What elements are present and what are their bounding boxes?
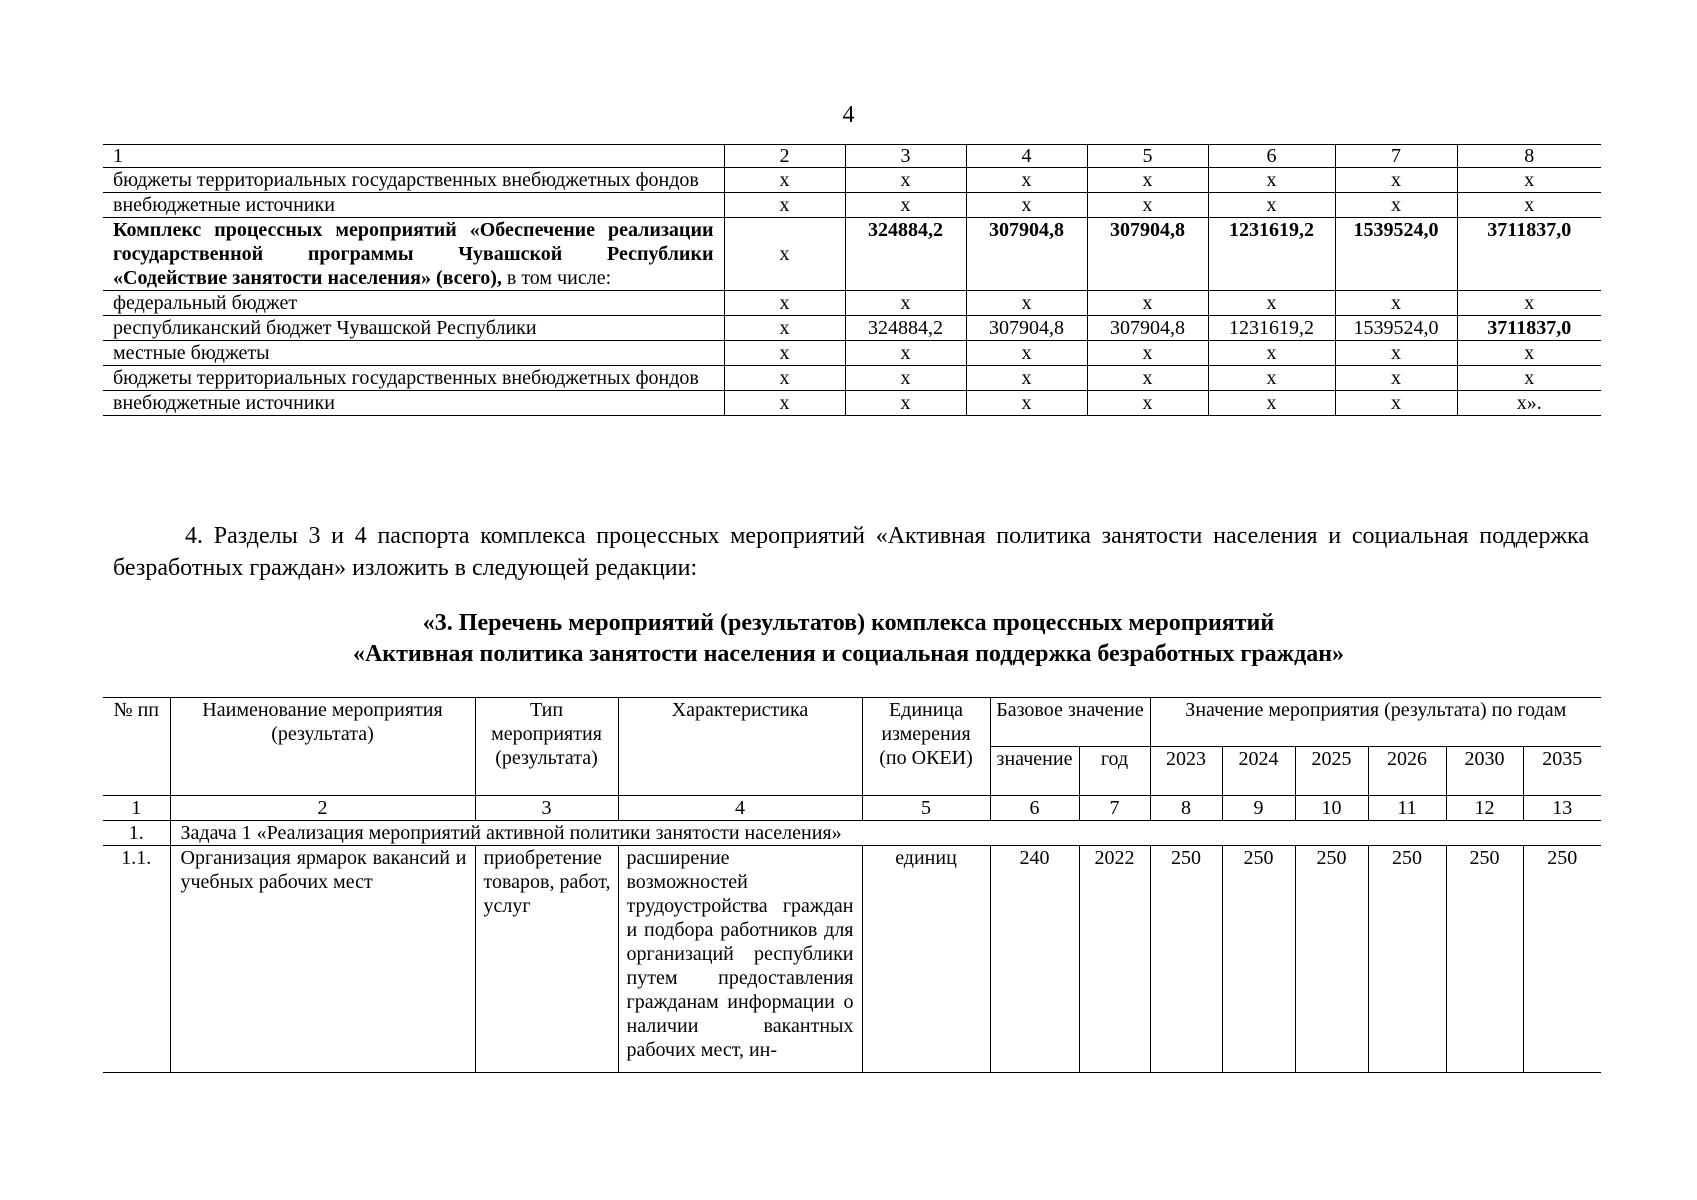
cell: x (1208, 168, 1335, 193)
base-value: 240 (990, 846, 1079, 1073)
col-number: 4 (966, 145, 1087, 168)
measure-unit: единиц (862, 846, 990, 1073)
cell: x (1087, 341, 1208, 366)
cell: x (1087, 291, 1208, 316)
cell: x (1335, 193, 1457, 218)
cell: x». (1457, 391, 1601, 416)
cell: x (724, 168, 845, 193)
page-number: 4 (842, 102, 855, 128)
cell: 1539524,0 (1335, 218, 1457, 291)
col-number: 6 (1208, 145, 1335, 168)
col-number: 3 (845, 145, 966, 168)
table-row (103, 391, 1601, 416)
cell: x (724, 391, 845, 416)
header-base-value: значение (990, 747, 1079, 796)
header-year: 2023 (1150, 747, 1222, 796)
col-number: 7 (1079, 796, 1150, 821)
task-row (103, 821, 1601, 846)
col-number: 5 (1087, 145, 1208, 168)
cell: 307904,8 (966, 316, 1087, 341)
header-type: Тип мероприятия (результата) (475, 698, 618, 796)
cell: x (845, 168, 966, 193)
section-heading-line2: «Активная политика занятости населения и социальная поддержка безработных граждан» (352, 641, 1345, 667)
cell: x (1457, 341, 1601, 366)
row-label: внебюджетные источники (103, 193, 724, 218)
table-row-total (103, 218, 1601, 291)
section-heading (0, 608, 1697, 670)
header-year: 2026 (1368, 747, 1446, 796)
header-characteristic: Характеристика (618, 698, 862, 796)
col-number: 9 (1222, 796, 1295, 821)
row-label-bold: Комплекс процессных мероприятий «Обеспечение реализации государственной программы Чувашской Республики «Содействие занятости населения» (всего), (113, 219, 714, 289)
header-year: 2035 (1523, 747, 1601, 796)
cell: x (966, 366, 1087, 391)
col-number: 10 (1295, 796, 1368, 821)
cell: x (966, 168, 1087, 193)
cell: x (724, 341, 845, 366)
header-unit: Единица измерения (по ОКЕИ) (862, 698, 990, 796)
col-number: 2 (170, 796, 475, 821)
cell: 3711837,0 (1457, 218, 1601, 291)
cell: 324884,2 (845, 316, 966, 341)
row-label-suffix: в том числе: (501, 267, 612, 289)
col-number: 8 (1150, 796, 1222, 821)
cell: x (1457, 168, 1601, 193)
col-number: 8 (1457, 145, 1601, 168)
col-number: 5 (862, 796, 990, 821)
cell: x (966, 193, 1087, 218)
header-by-years: Значение мероприятия (результата) по годам (1150, 698, 1601, 747)
table-row (103, 341, 1601, 366)
col-number: 6 (990, 796, 1079, 821)
header-name: Наименование мероприятия (результата) (170, 698, 475, 796)
cell: 1539524,0 (1335, 316, 1457, 341)
cell: x (1087, 193, 1208, 218)
table-row (103, 846, 1601, 1073)
cell: 307904,8 (1087, 316, 1208, 341)
amendment-paragraph: 4. Разделы 3 и 4 паспорта комплекса процессных мероприятий «Активная политика занятости населения и социальная поддержка безработных граждан» изложить в следующей редакции: (113, 523, 1589, 581)
header-year: 2025 (1295, 747, 1368, 796)
table-row (103, 316, 1601, 341)
measures-table (103, 697, 1601, 1073)
table-row (103, 366, 1601, 391)
year-value: 250 (1523, 846, 1601, 1073)
col-number: 12 (1446, 796, 1523, 821)
cell: x (1208, 391, 1335, 416)
cell: x (845, 193, 966, 218)
col-number: 13 (1523, 796, 1601, 821)
table-row (103, 193, 1601, 218)
cell: x (724, 291, 845, 316)
cell: x (1335, 391, 1457, 416)
cell: x (1335, 291, 1457, 316)
row-label: бюджеты территориальных государственных внебюджетных фондов (103, 168, 724, 193)
cell: x (1457, 291, 1601, 316)
cell: 324884,2 (845, 218, 966, 291)
col-number: 11 (1368, 796, 1446, 821)
row-label: бюджеты территориальных государственных внебюджетных фондов (103, 366, 724, 391)
cell: x (1335, 341, 1457, 366)
header-year: 2024 (1222, 747, 1295, 796)
cell: x (1335, 366, 1457, 391)
row-number: 1.1. (103, 846, 170, 1073)
cell: 307904,8 (1087, 218, 1208, 291)
cell: x (1087, 366, 1208, 391)
header-base-year: год (1079, 747, 1150, 796)
table-row (103, 168, 1601, 193)
col-number: 4 (618, 796, 862, 821)
row-label: федеральный бюджет (103, 291, 724, 316)
base-year: 2022 (1079, 846, 1150, 1073)
measure-characteristic: расширение возможностей трудоустройства граждан и подбора работников для организаций республики путем предоставления гражданам информации о наличии вакантных рабочих мест, ин- (626, 847, 854, 1061)
header-num: № пп (103, 698, 170, 796)
cell: x (724, 218, 845, 291)
cell: x (966, 391, 1087, 416)
col-number: 1 (103, 796, 170, 821)
cell: 1231619,2 (1208, 218, 1335, 291)
col-number: 1 (103, 145, 724, 168)
cell: x (845, 391, 966, 416)
table-row (103, 291, 1601, 316)
cell: x (1457, 366, 1601, 391)
row-label (103, 218, 724, 291)
cell: x (845, 366, 966, 391)
header-year: 2030 (1446, 747, 1523, 796)
cell: x (966, 341, 1087, 366)
row-label: внебюджетные источники (103, 391, 724, 416)
cell: 1231619,2 (1208, 316, 1335, 341)
header-row (103, 698, 1601, 747)
col-number: 7 (1335, 145, 1457, 168)
year-value: 250 (1295, 846, 1368, 1073)
cell: x (1208, 291, 1335, 316)
column-number-row (103, 796, 1601, 821)
cell: x (724, 193, 845, 218)
year-value: 250 (1446, 846, 1523, 1073)
cell: x (845, 291, 966, 316)
cell: x (845, 341, 966, 366)
row-label: республиканский бюджет Чувашской Республики (103, 316, 724, 341)
row-label: местные бюджеты (103, 341, 724, 366)
header-base: Базовое значение (990, 698, 1150, 747)
cell: x (1087, 391, 1208, 416)
cell: 307904,8 (966, 218, 1087, 291)
col-number: 3 (475, 796, 618, 821)
year-value: 250 (1368, 846, 1446, 1073)
table-header-row (103, 145, 1601, 168)
section-heading-line1: «3. Перечень мероприятий (результатов) комплекса процессных мероприятий (422, 610, 1275, 636)
cell: x (1335, 168, 1457, 193)
measure-name: Организация ярмарок вакансий и учебных рабочих мест (170, 846, 475, 1073)
cell: x (1457, 193, 1601, 218)
measure-characteristic-cell (618, 846, 862, 1073)
budget-table (103, 144, 1601, 416)
cell: x (724, 316, 845, 341)
cell: x (1208, 366, 1335, 391)
cell: x (1087, 168, 1208, 193)
year-value: 250 (1150, 846, 1222, 1073)
cell: x (1208, 341, 1335, 366)
col-number: 2 (724, 145, 845, 168)
task-number: 1. (103, 821, 170, 846)
task-text: Задача 1 «Реализация мероприятий активной политики занятости населения» (170, 821, 1601, 846)
cell: 3711837,0 (1457, 316, 1601, 341)
year-value: 250 (1222, 846, 1295, 1073)
cell: x (724, 366, 845, 391)
cell: x (1208, 193, 1335, 218)
cell: x (966, 291, 1087, 316)
measure-type: приобретение товаров, работ, услуг (475, 846, 618, 1073)
